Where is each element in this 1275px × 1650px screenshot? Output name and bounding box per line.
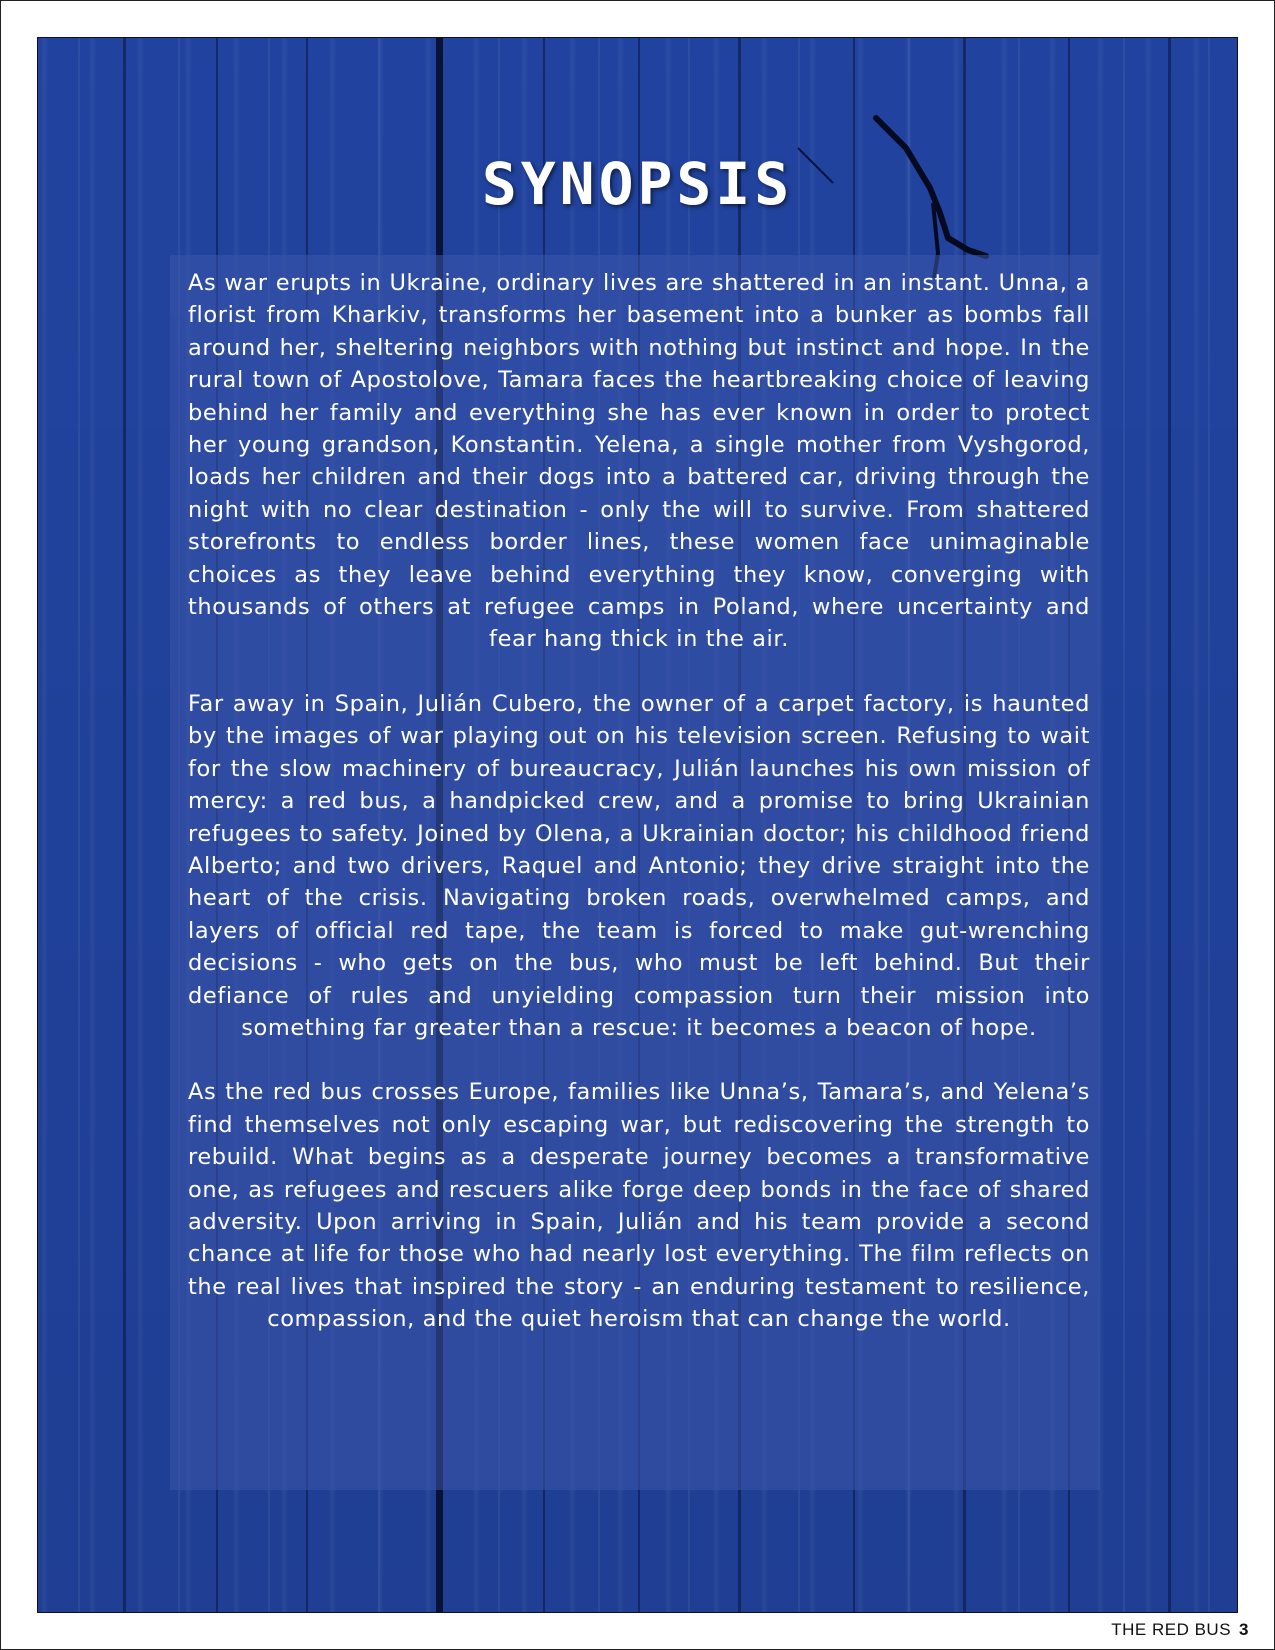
wood-grain <box>1123 38 1125 1612</box>
synopsis-paragraph-2: Far away in Spain, Julián Cubero, the owner of a carpet factory, is haunted by the images of war playing out on his television screen. Refusing to wait for the slow machinery of bureaucracy, Julián launches his own mission of mercy: a red bus, a handpicked crew, and a promise to bring Ukrainian refugees to safety. Joined by Olena, a Ukrainian doctor; his childhood friend Alberto; and two drivers, Raquel and Antonio; they drive straight into the heart of the crisis. Navigating broken roads, overwhelmed camps, and layers of official red tape, the team is forced to make gut-wrenching decisions - who gets on the bus, who must be left behind. But their defiance of rules and unyielding compassion turn their mission into something far greater than a rescue: it becomes a beacon of hope. <box>188 690 1090 1041</box>
footer-publication-title: THE RED BUS <box>1111 1620 1232 1639</box>
wood-grain <box>1208 38 1210 1612</box>
synopsis-paragraph-1: As war erupts in Ukraine, ordinary lives are shattered in an instant. Unna, a florist from Kharkiv, transforms her basement into a bunker as bombs fall around her, sheltering neighbors with nothing but instinct and hope. In the rural town of Apostolove, Tamara faces the heartbreaking choice of leaving behind her family and everything she has ever known in order to protect her young grandson, Konstantin. Yelena, a single mother from Vyshgorod, loads her children and their dogs into a battered car, driving through the night with no clear destination - only the will to survive. From shattered storefronts to endless border lines, these women face unimaginable choices as they leave behind everything they know, converging with thousands of others at refugee camps in Poland, where uncertainty and fear hang thick in the air. <box>188 270 1090 653</box>
synopsis-text-panel <box>170 255 1100 1490</box>
plank-seam <box>123 38 126 1612</box>
synopsis-paragraph-3: As the red bus crosses Europe, families like Unna’s, Tamara’s, and Yelena’s find themselves not only escaping war, but rediscovering the strength to rebuild. What begins as a desperate journey becomes a transformative one, as refugees and rescuers alike forge deep bonds in the face of shared adversity. Upon arriving in Spain, Julián and his team provide a second chance at life for those who had nearly lost everything. The film reflects on the real lives that inspired the story - an enduring testament to resilience, compassion, and the quiet heroism that can change the world. <box>188 1079 1090 1333</box>
wood-grain <box>78 38 80 1612</box>
page-title: SYNOPSIS <box>481 150 794 218</box>
page-footer <box>1111 1620 1249 1640</box>
plank-seam <box>1168 38 1171 1612</box>
footer-page-number: 3 <box>1239 1620 1249 1639</box>
